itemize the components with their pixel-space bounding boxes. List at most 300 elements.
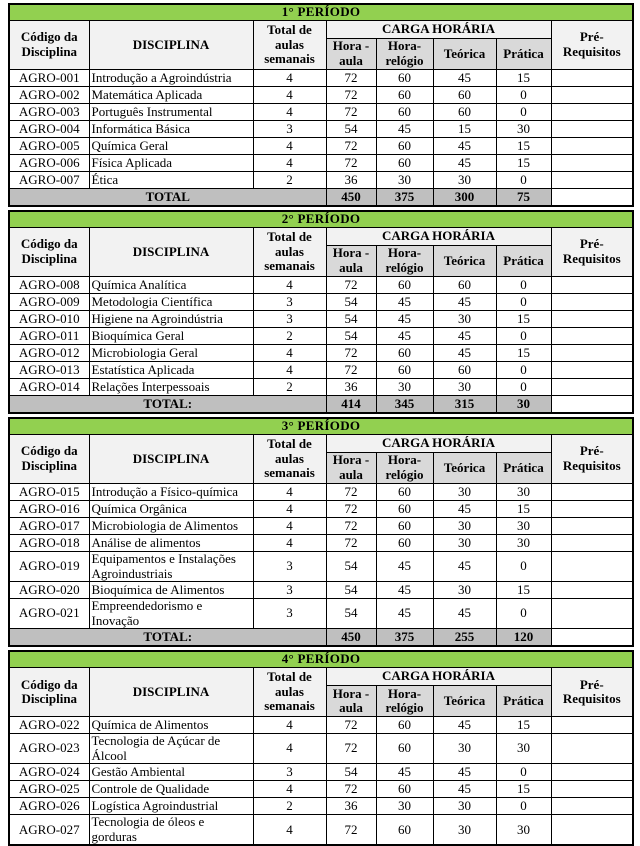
cell-aulas-semanais: 3 (253, 552, 326, 582)
cell-pre-requisitos (551, 155, 633, 172)
cell-pre-requisitos (551, 294, 633, 311)
table-row (9, 798, 633, 815)
header-teorica: Teórica (433, 246, 496, 277)
cell-disciplina: Microbiologia Geral (89, 345, 253, 362)
cell-disciplina: Análise de alimentos (89, 535, 253, 552)
cell-aulas-semanais: 4 (253, 781, 326, 798)
cell-pratica: 30 (496, 484, 551, 501)
cell-teorica: 45 (433, 155, 496, 172)
total-hora-relogio: 375 (376, 189, 433, 207)
cell-aulas-semanais: 3 (253, 311, 326, 328)
cell-disciplina: Ética (89, 172, 253, 189)
cell-aulas-semanais: 2 (253, 172, 326, 189)
table-row (9, 501, 633, 518)
header-teorica: Teórica (433, 453, 496, 484)
cell-codigo: AGRO-001 (9, 70, 89, 87)
cell-teorica: 60 (433, 87, 496, 104)
cell-hora-aula: 54 (326, 311, 376, 328)
total-teorica: 300 (433, 189, 496, 207)
cell-hora-relogio: 60 (376, 70, 433, 87)
cell-hora-relogio: 60 (376, 535, 433, 552)
cell-pre-requisitos (551, 172, 633, 189)
cell-pre-requisitos (551, 70, 633, 87)
cell-pre-requisitos (551, 277, 633, 294)
total-row (9, 396, 633, 414)
header-disciplina: DISCIPLINA (89, 228, 253, 277)
cell-pre-requisitos (551, 764, 633, 781)
header-hora-aula: Hora -aula (326, 246, 376, 277)
cell-codigo: AGRO-003 (9, 104, 89, 121)
cell-pre-requisitos (551, 311, 633, 328)
header-pre-requisitos: Pré- Requisitos (551, 21, 633, 70)
cell-hora-aula: 72 (326, 518, 376, 535)
cell-pratica: 15 (496, 155, 551, 172)
cell-pratica: 0 (496, 277, 551, 294)
cell-hora-relogio: 60 (376, 277, 433, 294)
header-pre-requisitos: Pré- Requisitos (551, 668, 633, 717)
header-pratica: Prática (496, 453, 551, 484)
cell-codigo: AGRO-008 (9, 277, 89, 294)
cell-disciplina: Bioquímica Geral (89, 328, 253, 345)
cell-teorica: 30 (433, 798, 496, 815)
cell-codigo: AGRO-018 (9, 535, 89, 552)
header-carga-horaria: CARGA HORÁRIA (326, 228, 551, 246)
cell-disciplina: Física Aplicada (89, 155, 253, 172)
period-banner: 2° PERÍODO (9, 211, 633, 228)
header-pratica: Prática (496, 39, 551, 70)
cell-hora-aula: 36 (326, 379, 376, 396)
cell-disciplina: Química de Alimentos (89, 717, 253, 734)
cell-codigo: AGRO-023 (9, 734, 89, 764)
cell-hora-aula: 72 (326, 484, 376, 501)
cell-pratica: 30 (496, 734, 551, 764)
cell-hora-aula: 54 (326, 764, 376, 781)
cell-hora-relogio: 60 (376, 781, 433, 798)
cell-hora-aula: 72 (326, 87, 376, 104)
cell-aulas-semanais: 3 (253, 582, 326, 599)
cell-teorica: 45 (433, 345, 496, 362)
table-row (9, 535, 633, 552)
cell-disciplina: Matemática Aplicada (89, 87, 253, 104)
cell-hora-aula: 72 (326, 815, 376, 846)
cell-codigo: AGRO-024 (9, 764, 89, 781)
table-row (9, 362, 633, 379)
cell-hora-relogio: 30 (376, 379, 433, 396)
table-row (9, 104, 633, 121)
period-banner-row (9, 418, 633, 435)
cell-codigo: AGRO-012 (9, 345, 89, 362)
cell-aulas-semanais: 4 (253, 362, 326, 379)
total-hora-relogio: 345 (376, 396, 433, 414)
total-label: TOTAL: (9, 629, 326, 647)
cell-pre-requisitos (551, 781, 633, 798)
cell-disciplina: Introdução a Físico-química (89, 484, 253, 501)
cell-codigo: AGRO-004 (9, 121, 89, 138)
period-banner: 3° PERÍODO (9, 418, 633, 435)
cell-hora-relogio: 60 (376, 717, 433, 734)
cell-pratica: 15 (496, 717, 551, 734)
cell-disciplina: Tecnologia de Açúcar de Álcool (89, 734, 253, 764)
cell-pratica: 15 (496, 70, 551, 87)
cell-aulas-semanais: 4 (253, 535, 326, 552)
header-carga-horaria: CARGA HORÁRIA (326, 435, 551, 453)
cell-teorica: 45 (433, 717, 496, 734)
table-row (9, 582, 633, 599)
cell-codigo: AGRO-015 (9, 484, 89, 501)
cell-aulas-semanais: 2 (253, 798, 326, 815)
cell-pre-requisitos (551, 501, 633, 518)
table-row (9, 518, 633, 535)
cell-codigo: AGRO-027 (9, 815, 89, 846)
cell-disciplina: Estatística Aplicada (89, 362, 253, 379)
cell-pre-requisitos (551, 552, 633, 582)
table-row (9, 172, 633, 189)
table-row (9, 815, 633, 846)
cell-aulas-semanais: 4 (253, 484, 326, 501)
cell-teorica: 30 (433, 311, 496, 328)
cell-aulas-semanais: 3 (253, 599, 326, 629)
cell-teorica: 45 (433, 599, 496, 629)
cell-pratica: 15 (496, 501, 551, 518)
cell-aulas-semanais: 4 (253, 104, 326, 121)
cell-codigo: AGRO-007 (9, 172, 89, 189)
cell-aulas-semanais: 4 (253, 138, 326, 155)
total-row (9, 629, 633, 647)
cell-hora-aula: 54 (326, 599, 376, 629)
cell-aulas-semanais: 2 (253, 379, 326, 396)
cell-hora-aula: 54 (326, 552, 376, 582)
header-hora-relogio: Hora- relógio (376, 453, 433, 484)
table-row (9, 311, 633, 328)
header-teorica: Teórica (433, 686, 496, 717)
cell-teorica: 45 (433, 328, 496, 345)
header-row-top (9, 435, 633, 453)
cell-teorica: 30 (433, 582, 496, 599)
cell-teorica: 30 (433, 734, 496, 764)
header-total-aulas-semanais: Total de aulas semanais (253, 21, 326, 70)
cell-disciplina: Tecnologia de óleos e gorduras (89, 815, 253, 846)
cell-pre-requisitos (551, 362, 633, 379)
table-row (9, 599, 633, 629)
cell-codigo: AGRO-022 (9, 717, 89, 734)
header-codigo-disciplina: Código da Disciplina (9, 668, 89, 717)
cell-codigo: AGRO-010 (9, 311, 89, 328)
cell-teorica: 60 (433, 362, 496, 379)
cell-teorica: 30 (433, 484, 496, 501)
cell-teorica: 30 (433, 535, 496, 552)
cell-pratica: 0 (496, 764, 551, 781)
cell-aulas-semanais: 4 (253, 155, 326, 172)
cell-hora-aula: 72 (326, 345, 376, 362)
cell-codigo: AGRO-025 (9, 781, 89, 798)
table-row (9, 121, 633, 138)
cell-pratica: 0 (496, 362, 551, 379)
cell-hora-aula: 72 (326, 277, 376, 294)
cell-pre-requisitos (551, 328, 633, 345)
period-table-4 (8, 650, 634, 846)
cell-disciplina: Informática Básica (89, 121, 253, 138)
cell-hora-aula: 72 (326, 501, 376, 518)
cell-hora-relogio: 45 (376, 582, 433, 599)
cell-aulas-semanais: 4 (253, 518, 326, 535)
cell-codigo: AGRO-002 (9, 87, 89, 104)
header-row-top (9, 668, 633, 686)
cell-pratica: 0 (496, 104, 551, 121)
cell-codigo: AGRO-026 (9, 798, 89, 815)
cell-pre-requisitos (551, 138, 633, 155)
cell-codigo: AGRO-017 (9, 518, 89, 535)
cell-hora-relogio: 60 (376, 345, 433, 362)
cell-hora-relogio: 60 (376, 362, 433, 379)
cell-aulas-semanais: 4 (253, 277, 326, 294)
total-pratica: 30 (496, 396, 551, 414)
cell-codigo: AGRO-014 (9, 379, 89, 396)
header-disciplina: DISCIPLINA (89, 21, 253, 70)
header-hora-relogio: Hora- relógio (376, 686, 433, 717)
cell-pratica: 30 (496, 518, 551, 535)
total-teorica: 255 (433, 629, 496, 647)
cell-hora-aula: 72 (326, 138, 376, 155)
header-hora-aula: Hora -aula (326, 39, 376, 70)
cell-aulas-semanais: 3 (253, 294, 326, 311)
cell-hora-relogio: 30 (376, 798, 433, 815)
cell-pre-requisitos (551, 798, 633, 815)
cell-pre-requisitos (551, 484, 633, 501)
header-codigo-disciplina: Código da Disciplina (9, 435, 89, 484)
header-carga-horaria: CARGA HORÁRIA (326, 668, 551, 686)
cell-disciplina: Química Analítica (89, 277, 253, 294)
cell-hora-relogio: 60 (376, 104, 433, 121)
table-row (9, 70, 633, 87)
total-prereq-empty (551, 189, 633, 207)
table-row (9, 552, 633, 582)
header-row-top (9, 228, 633, 246)
cell-aulas-semanais: 4 (253, 501, 326, 518)
cell-disciplina: Logística Agroindustrial (89, 798, 253, 815)
cell-disciplina: Química Geral (89, 138, 253, 155)
cell-pre-requisitos (551, 121, 633, 138)
cell-hora-relogio: 45 (376, 328, 433, 345)
cell-disciplina: Gestão Ambiental (89, 764, 253, 781)
header-disciplina: DISCIPLINA (89, 435, 253, 484)
header-total-aulas-semanais: Total de aulas semanais (253, 668, 326, 717)
cell-disciplina: Equipamentos e Instalações Agroindustriais (89, 552, 253, 582)
header-pre-requisitos: Pré- Requisitos (551, 435, 633, 484)
cell-pre-requisitos (551, 535, 633, 552)
table-row (9, 277, 633, 294)
cell-pratica: 0 (496, 599, 551, 629)
cell-pratica: 15 (496, 138, 551, 155)
table-row (9, 87, 633, 104)
table-row (9, 328, 633, 345)
cell-hora-aula: 72 (326, 535, 376, 552)
period-banner-row (9, 211, 633, 228)
cell-hora-relogio: 60 (376, 518, 433, 535)
total-label: TOTAL (9, 189, 326, 207)
cell-pratica: 15 (496, 345, 551, 362)
cell-codigo: AGRO-020 (9, 582, 89, 599)
cell-hora-relogio: 60 (376, 138, 433, 155)
cell-disciplina: Química Orgânica (89, 501, 253, 518)
cell-pre-requisitos (551, 379, 633, 396)
cell-pre-requisitos (551, 717, 633, 734)
cell-pratica: 0 (496, 798, 551, 815)
total-prereq-empty (551, 629, 633, 647)
period-banner: 4° PERÍODO (9, 651, 633, 668)
cell-disciplina: Microbiologia de Alimentos (89, 518, 253, 535)
header-row-top (9, 21, 633, 39)
cell-teorica: 30 (433, 518, 496, 535)
cell-hora-aula: 36 (326, 798, 376, 815)
header-hora-relogio: Hora- relógio (376, 39, 433, 70)
table-row (9, 717, 633, 734)
period-table-2 (8, 210, 634, 414)
table-row (9, 345, 633, 362)
cell-teorica: 45 (433, 501, 496, 518)
cell-pratica: 30 (496, 815, 551, 846)
total-pratica: 75 (496, 189, 551, 207)
cell-codigo: AGRO-005 (9, 138, 89, 155)
header-pre-requisitos: Pré- Requisitos (551, 228, 633, 277)
cell-teorica: 45 (433, 70, 496, 87)
cell-pre-requisitos (551, 599, 633, 629)
cell-hora-aula: 54 (326, 582, 376, 599)
total-hora-relogio: 375 (376, 629, 433, 647)
cell-codigo: AGRO-021 (9, 599, 89, 629)
header-hora-aula: Hora -aula (326, 686, 376, 717)
cell-pratica: 15 (496, 311, 551, 328)
cell-codigo: AGRO-013 (9, 362, 89, 379)
cell-pre-requisitos (551, 345, 633, 362)
cell-aulas-semanais: 3 (253, 121, 326, 138)
cell-teorica: 30 (433, 379, 496, 396)
cell-teorica: 45 (433, 294, 496, 311)
header-codigo-disciplina: Código da Disciplina (9, 21, 89, 70)
header-total-aulas-semanais: Total de aulas semanais (253, 435, 326, 484)
cell-aulas-semanais: 4 (253, 734, 326, 764)
cell-pratica: 0 (496, 379, 551, 396)
cell-codigo: AGRO-009 (9, 294, 89, 311)
cell-hora-relogio: 60 (376, 734, 433, 764)
cell-aulas-semanais: 4 (253, 87, 326, 104)
cell-teorica: 45 (433, 781, 496, 798)
cell-hora-relogio: 60 (376, 155, 433, 172)
cell-hora-aula: 72 (326, 781, 376, 798)
table-row (9, 734, 633, 764)
total-teorica: 315 (433, 396, 496, 414)
cell-hora-aula: 36 (326, 172, 376, 189)
cell-hora-relogio: 45 (376, 294, 433, 311)
period-table-3 (8, 417, 634, 647)
cell-codigo: AGRO-011 (9, 328, 89, 345)
cell-disciplina: Higiene na Agroindústria (89, 311, 253, 328)
cell-disciplina: Português Instrumental (89, 104, 253, 121)
cell-aulas-semanais: 4 (253, 70, 326, 87)
cell-pre-requisitos (551, 104, 633, 121)
header-hora-aula: Hora -aula (326, 453, 376, 484)
cell-pre-requisitos (551, 815, 633, 846)
cell-teorica: 15 (433, 121, 496, 138)
period-table-1 (8, 3, 634, 207)
cell-pre-requisitos (551, 518, 633, 535)
cell-pratica: 15 (496, 582, 551, 599)
cell-disciplina: Relações Interpessoais (89, 379, 253, 396)
cell-disciplina: Bioquímica de Alimentos (89, 582, 253, 599)
cell-hora-relogio: 45 (376, 764, 433, 781)
cell-hora-aula: 72 (326, 362, 376, 379)
cell-pre-requisitos (551, 582, 633, 599)
cell-hora-aula: 54 (326, 294, 376, 311)
cell-disciplina: Metodologia Científica (89, 294, 253, 311)
header-codigo-disciplina: Código da Disciplina (9, 228, 89, 277)
cell-hora-aula: 54 (326, 121, 376, 138)
cell-disciplina: Controle de Qualidade (89, 781, 253, 798)
cell-aulas-semanais: 4 (253, 345, 326, 362)
period-banner-row (9, 651, 633, 668)
cell-aulas-semanais: 2 (253, 328, 326, 345)
cell-codigo: AGRO-016 (9, 501, 89, 518)
total-hora-aula: 450 (326, 189, 376, 207)
cell-hora-relogio: 45 (376, 599, 433, 629)
cell-teorica: 45 (433, 764, 496, 781)
cell-hora-relogio: 60 (376, 87, 433, 104)
header-total-aulas-semanais: Total de aulas semanais (253, 228, 326, 277)
cell-aulas-semanais: 4 (253, 717, 326, 734)
cell-hora-relogio: 45 (376, 311, 433, 328)
header-pratica: Prática (496, 246, 551, 277)
header-hora-relogio: Hora- relógio (376, 246, 433, 277)
cell-pratica: 0 (496, 294, 551, 311)
total-hora-aula: 450 (326, 629, 376, 647)
total-label: TOTAL: (9, 396, 326, 414)
cell-hora-relogio: 45 (376, 121, 433, 138)
cell-pratica: 0 (496, 172, 551, 189)
total-prereq-empty (551, 396, 633, 414)
cell-hora-aula: 72 (326, 734, 376, 764)
cell-pre-requisitos (551, 87, 633, 104)
header-carga-horaria: CARGA HORÁRIA (326, 21, 551, 39)
cell-pre-requisitos (551, 734, 633, 764)
cell-hora-relogio: 60 (376, 815, 433, 846)
cell-pratica: 0 (496, 328, 551, 345)
total-row (9, 189, 633, 207)
table-row (9, 379, 633, 396)
period-banner: 1° PERÍODO (9, 4, 633, 21)
cell-hora-relogio: 60 (376, 501, 433, 518)
cell-aulas-semanais: 4 (253, 815, 326, 846)
cell-aulas-semanais: 3 (253, 764, 326, 781)
cell-teorica: 60 (433, 104, 496, 121)
header-teorica: Teórica (433, 39, 496, 70)
cell-hora-relogio: 45 (376, 552, 433, 582)
cell-codigo: AGRO-019 (9, 552, 89, 582)
cell-hora-aula: 72 (326, 104, 376, 121)
table-row (9, 155, 633, 172)
cell-hora-aula: 72 (326, 717, 376, 734)
cell-pratica: 0 (496, 87, 551, 104)
cell-teorica: 45 (433, 552, 496, 582)
cell-teorica: 60 (433, 277, 496, 294)
header-disciplina: DISCIPLINA (89, 668, 253, 717)
header-pratica: Prática (496, 686, 551, 717)
period-banner-row (9, 4, 633, 21)
cell-teorica: 30 (433, 172, 496, 189)
total-hora-aula: 414 (326, 396, 376, 414)
cell-teorica: 30 (433, 815, 496, 846)
table-row (9, 138, 633, 155)
cell-hora-aula: 72 (326, 155, 376, 172)
cell-disciplina: Introdução a Agroindústria (89, 70, 253, 87)
